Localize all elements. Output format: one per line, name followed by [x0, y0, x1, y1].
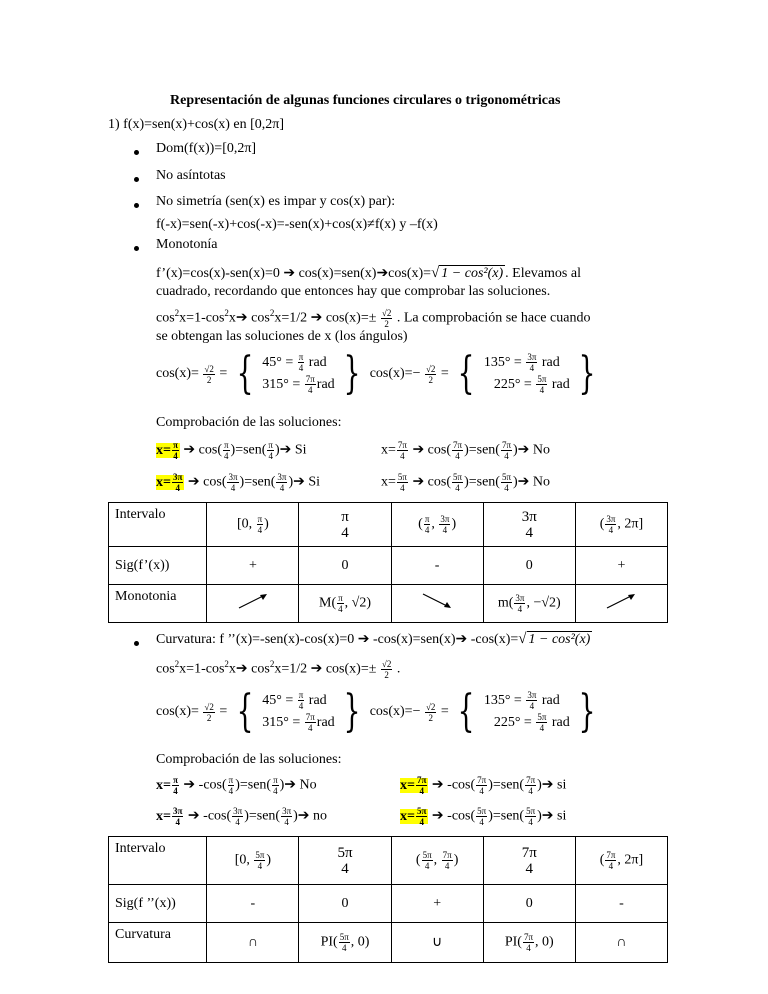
solutions-system-1: cos(x)= $\frac{√2}{2}$ = { 45° = $\frac{\pi}{4}$ rad 315° = $\frac{7\pi}{4}$ rad } cos(x)=− $\frac{√2}{2}$ = { 135° = $\frac{3\pi}{4}$ rad 225° = $\frac{5\pi}{4}$ rad }	[156, 348, 596, 399]
row-label-sig: Sig(f’(x))	[109, 547, 207, 585]
sign-cell: -	[575, 885, 667, 923]
bullet	[134, 177, 139, 182]
concave-down-symbol: ∩	[207, 923, 299, 963]
min-point: m( $\frac{3\pi}{4}$ , −√2)	[483, 585, 575, 623]
interval-cell: π 4	[299, 503, 391, 547]
curvatura-line: Curvatura: f ’’(x)=-sen(x)-cos(x)=0 ➔ -cos(x)=sen(x)➔ -cos(x)=√ 1 − cos²(x)	[156, 631, 591, 647]
sign-cell: -	[391, 547, 483, 585]
solutions-system-2: cos(x)= $\frac{√2}{2}$ = { 45° = $\frac{\pi}{4}$ rad 315° = $\frac{7\pi}{4}$ rad } cos(x)=− $\frac{√2}{2}$ = { 135° = $\frac{3\pi}{4}$ rad 225° = $\frac{5\pi}{4}$ rad }	[156, 686, 596, 737]
interval-cell: [0, $\frac{5\pi}{4}$ )	[207, 837, 299, 885]
domain-text: Dom(f(x))=[0,2π]	[156, 141, 257, 156]
interval-cell: ( $\frac{5\pi}{4}$ , $\frac{7\pi}{4}$ )	[391, 837, 483, 885]
interval-cell: ( $\frac{3\pi}{4}$ , 2π]	[575, 503, 667, 547]
interval-cell: ( $\frac{\pi}{4}$ , $\frac{3\pi}{4}$ )	[391, 503, 483, 547]
row-label-monotonia: Monotonia	[109, 585, 207, 623]
inflection-point: PI( $\frac{5\pi}{4}$ , 0)	[299, 923, 391, 963]
monotonia-table	[108, 502, 668, 623]
row-label-intervalo: Intervalo	[109, 503, 207, 547]
increasing-arrow-icon	[207, 585, 299, 623]
section-1-heading: 1) f(x)=sen(x)+cos(x) en [0,2π]	[108, 117, 285, 132]
comprobacion-heading: Comprobación de las soluciones:	[156, 415, 342, 430]
curv-check-pi-4: x= $\frac{\pi}{4}$ ➔ -cos( $\frac{\pi}{4}$ )=sen( $\frac{\pi}{4}$ )➔ No	[156, 775, 317, 796]
bullet	[134, 203, 139, 208]
curvatura-table	[108, 836, 668, 963]
page-title: Representación de algunas funciones circulares o trigonométricas	[170, 93, 561, 108]
interval-cell: ( $\frac{7\pi}{4}$ , 2π]	[575, 837, 667, 885]
curv-comprobacion-heading: Comprobación de las soluciones:	[156, 752, 342, 767]
inflection-point: PI( $\frac{7\pi}{4}$ , 0)	[483, 923, 575, 963]
simetria-equation: f(-x)=sen(-x)+cos(-x)=-sen(x)+cos(x)≠f(x) y –f(x)	[156, 217, 438, 232]
check-5pi-4: x= $\frac{5\pi}{4}$ ➔ cos( $\frac{5\pi}{4}$ )=sen( $\frac{5\pi}{4}$ )➔ No	[381, 472, 551, 493]
bullet	[134, 641, 139, 646]
sign-cell: 0	[299, 547, 391, 585]
bullet	[134, 246, 139, 251]
bullet	[134, 150, 139, 155]
check-pi-4: x= $\frac{\pi}{4}$ ➔ cos( $\frac{\pi}{4}$ )=sen( $\frac{\pi}{4}$ )➔ Si	[156, 440, 307, 461]
interval-cell: 7π 4	[483, 837, 575, 885]
monotonia-heading: Monotonía	[156, 237, 218, 252]
max-point: M( $\frac{\pi}{4}$ , √2)	[299, 585, 391, 623]
concave-up-symbol: ∪	[391, 923, 483, 963]
cos-squared-line-2: se obtengan las soluciones de x (los ángulos)	[156, 329, 408, 344]
increasing-arrow-icon	[575, 585, 667, 623]
row-label-sig: Sig(f ’’(x))	[109, 885, 207, 923]
sign-cell: +	[575, 547, 667, 585]
interval-cell: 3π 4	[483, 503, 575, 547]
cos-squared-line: $\cos^2x=1-\cos^2x➔$ $\cos^2x=1/2$ ➔ cos(x)=± $\frac{√2}{2}$ . La comprobación se hace cuando	[156, 308, 591, 329]
curv-check-7pi-4: x= $\frac{7\pi}{4}$ ➔ -cos( $\frac{7\pi}{4}$ )=sen( $\frac{7\pi}{4}$ )➔ si	[400, 775, 567, 796]
curv-cos-squared-line: $\cos^2x=1-\cos^2x➔$ $\cos^2x=1/2$ ➔ cos(x)=± $\frac{√2}{2}$ .	[156, 659, 401, 680]
derivative-line: f’(x)=cos(x)-sen(x)=0 ➔ cos(x)=sen(x)➔cos(x)=√ 1 − cos²(x) . Elevamos al	[156, 265, 581, 281]
sign-cell: +	[391, 885, 483, 923]
interval-cell: [0, $\frac{\pi}{4}$ )	[207, 503, 299, 547]
concave-down-symbol: ∩	[575, 923, 667, 963]
curv-check-5pi-4: x= $\frac{5\pi}{4}$ ➔ -cos( $\frac{5\pi}{4}$ )=sen( $\frac{5\pi}{4}$ )➔ si	[400, 806, 567, 827]
asintotas-text: No asíntotas	[156, 168, 226, 183]
sign-cell: 0	[299, 885, 391, 923]
sign-cell: -	[207, 885, 299, 923]
sign-cell: +	[207, 547, 299, 585]
row-label-curvatura: Curvatura	[109, 923, 207, 963]
sign-cell: 0	[483, 885, 575, 923]
interval-cell: 5π 4	[299, 837, 391, 885]
sign-cell: 0	[483, 547, 575, 585]
check-7pi-4: x= $\frac{7\pi}{4}$ ➔ cos( $\frac{7\pi}{4}$ )=sen( $\frac{7\pi}{4}$ )➔ No	[381, 440, 551, 461]
row-label-intervalo: Intervalo	[109, 837, 207, 885]
decreasing-arrow-icon	[391, 585, 483, 623]
derivative-line-2: cuadrado, recordando que entonces hay que comprobar las soluciones.	[156, 284, 551, 299]
simetria-text: No simetría (sen(x) es impar y cos(x) par):	[156, 194, 396, 209]
check-3pi-4: x= $\frac{3\pi}{4}$ ➔ cos( $\frac{3\pi}{4}$ )=sen( $\frac{3\pi}{4}$ )➔ Si	[156, 472, 321, 493]
curv-check-3pi-4: x= $\frac{3\pi}{4}$ ➔ -cos( $\frac{3\pi}{4}$ )=sen( $\frac{3\pi}{4}$ )➔ no	[156, 806, 328, 827]
